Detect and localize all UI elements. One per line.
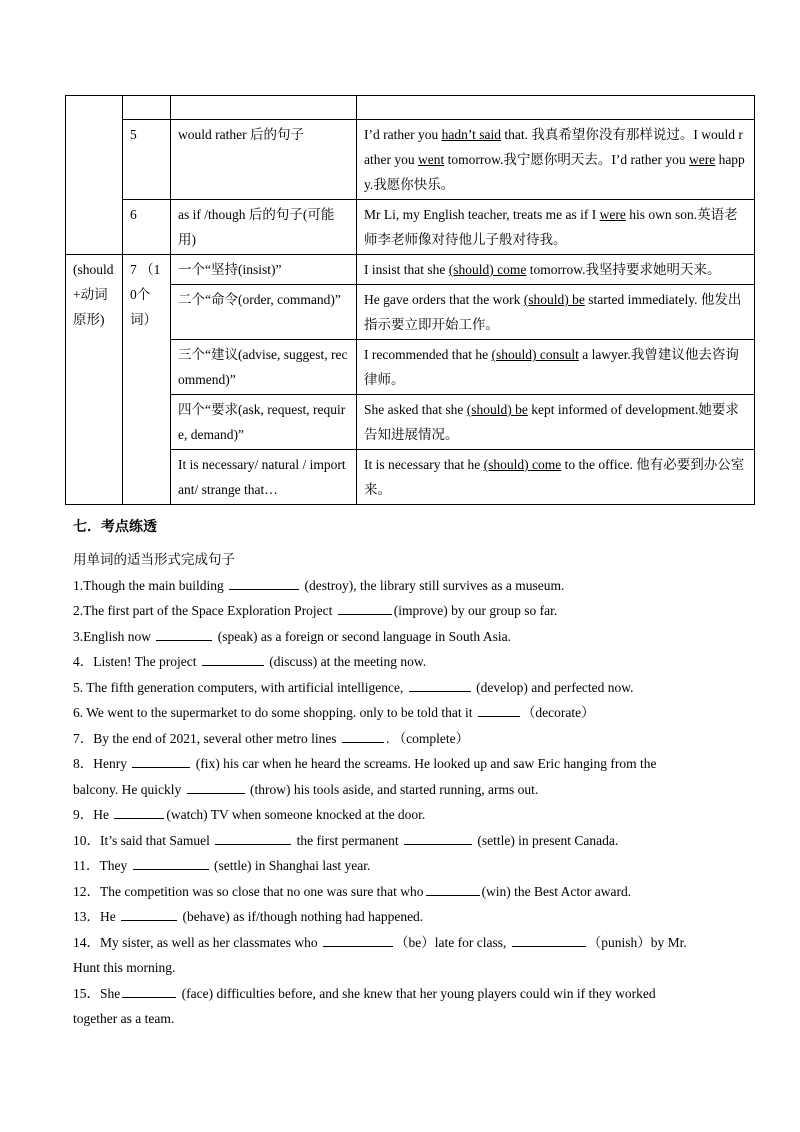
example-text: I insist that she — [364, 262, 449, 277]
exercise-text: 2.The first part of the Space Exploration Project — [73, 603, 336, 618]
answer-blank[interactable] — [478, 702, 520, 717]
answer-blank[interactable] — [409, 677, 471, 692]
example-text: started immediately. 他发出指示要立即开始工作。 — [364, 292, 742, 332]
table-cell-example — [357, 120, 755, 200]
table-cell-category — [66, 96, 123, 255]
exercise-text: (face) difficulties before, and she knew that her young players could win if they worked — [178, 985, 656, 1001]
exercise-text: (win) the Best Actor award. — [481, 883, 632, 899]
exercise-text: 12．The competition was so close that no one was sure that who — [73, 883, 424, 899]
table-cell-usage — [171, 96, 357, 120]
exercise-list — [73, 547, 713, 1032]
exercise-text: 4．Listen! The project — [73, 654, 200, 669]
answer-blank[interactable] — [512, 932, 586, 947]
underlined-answer: hadn’t said — [441, 127, 501, 142]
table-row — [66, 255, 755, 285]
exercise-text: 1.Though the main building — [73, 577, 228, 593]
table-cell-usage: would rather 后的句子 — [171, 120, 357, 200]
exercise-text: (improve) by our group so far. — [393, 603, 558, 618]
underlined-answer: (should) be — [523, 292, 585, 307]
exercise-text: 10．It’s said that Samuel — [73, 832, 214, 848]
exercise-text: (develop) and perfected now. — [472, 679, 634, 695]
exercise-line — [73, 624, 713, 650]
exercise-text: （decorate） — [521, 705, 595, 720]
exercise-text: (throw) his tools aside, and started running, arms out. — [246, 781, 539, 797]
example-text: to the office. 他有必要到办公室来。 — [364, 457, 745, 497]
table-row — [66, 96, 755, 120]
exercise-line — [73, 802, 713, 828]
table-cell-number: 5 — [123, 120, 171, 200]
answer-blank[interactable] — [426, 881, 480, 896]
table-cell-usage: 四个“要求(ask, request, require, demand)” — [171, 395, 357, 450]
exercise-text: 6. We went to the supermarket to do some shopping. only to be told that it — [73, 705, 476, 720]
underlined-answer: (should) be — [466, 402, 528, 417]
table-cell-category: (should +动词原形) — [66, 255, 123, 505]
exercise-lines — [73, 573, 713, 1032]
exercise-line — [73, 598, 713, 624]
answer-blank[interactable] — [122, 983, 176, 998]
example-text: a lawyer.我曾建议他去咨询律师。 — [364, 347, 739, 387]
exercise-text: Hunt this morning. — [73, 960, 176, 975]
example-text: his own son.英语老师李老师像对待他儿子般对待我。 — [364, 207, 738, 247]
exercise-line — [73, 904, 713, 930]
exercise-text: together as a team. — [73, 1011, 175, 1026]
table-cell-example — [357, 255, 755, 285]
exercise-text: 14．My sister, as well as her classmates who — [73, 934, 322, 950]
exercise-line — [73, 828, 713, 854]
exercise-text: (destroy), the library still survives as a museum. — [301, 577, 565, 593]
exercise-line — [73, 675, 713, 701]
exercise-line — [73, 1006, 713, 1032]
table-cell-example — [357, 450, 755, 505]
example-text: He gave orders that the work — [364, 292, 524, 307]
table-cell-example — [357, 340, 755, 395]
exercise-instruction: 用单词的适当形式完成句子 — [73, 552, 235, 567]
answer-blank[interactable] — [156, 626, 212, 641]
underlined-answer: (should) come — [448, 262, 527, 277]
exercise-line — [73, 726, 713, 752]
exercise-line — [73, 700, 713, 726]
answer-blank[interactable] — [323, 932, 393, 947]
example-text: that. 我真希望你没有那样说过。I would rather you — [364, 127, 743, 167]
exercise-text: (behave) as if/though nothing had happened. — [179, 909, 424, 924]
exercise-line — [73, 751, 713, 777]
answer-blank[interactable] — [133, 855, 209, 870]
table-cell-number: 6 — [123, 200, 171, 255]
exercise-text: (settle) in Shanghai last year. — [210, 858, 371, 873]
table-cell-example — [357, 285, 755, 340]
answer-blank[interactable] — [187, 779, 245, 794]
underlined-answer: were — [599, 207, 626, 222]
exercise-text: 9．He — [73, 807, 113, 822]
exercise-line — [73, 981, 713, 1007]
section-title: 七．考点练透 — [73, 520, 157, 535]
answer-blank[interactable] — [229, 575, 299, 590]
exercise-text: (settle) in present Canada. — [473, 832, 619, 848]
table-cell-example — [357, 395, 755, 450]
answer-blank[interactable] — [202, 651, 264, 666]
table-cell-example — [357, 200, 755, 255]
answer-blank[interactable] — [132, 753, 190, 768]
table-cell-usage: 二个“命令(order, command)” — [171, 285, 357, 340]
table-cell-example — [357, 96, 755, 120]
example-text: happy.我愿你快乐。 — [364, 152, 745, 192]
exercise-line — [73, 649, 713, 675]
example-text: tomorrow.我坚持要求她明天来。 — [526, 262, 721, 277]
grammar-table — [65, 95, 755, 505]
example-text: tomorrow.我宁愿你明天去。I’d rather you — [444, 152, 689, 167]
example-text: She asked that she — [364, 402, 467, 417]
answer-blank[interactable] — [342, 728, 384, 743]
example-text: It is necessary that he — [364, 457, 484, 472]
underlined-answer: were — [688, 152, 716, 167]
exercise-text: 3.English now — [73, 628, 155, 644]
exercise-text: (fix) his car when he heard the screams. He looked up and saw Eric hanging from the — [192, 756, 657, 771]
underlined-answer: (should) consult — [491, 347, 579, 362]
example-text: kept informed of development.她要求告知进展情况。 — [364, 402, 739, 442]
underlined-answer: (should) come — [483, 457, 562, 472]
exercise-text: (watch) TV when someone knocked at the door. — [166, 807, 426, 822]
exercise-line — [73, 573, 713, 599]
answer-blank[interactable] — [338, 600, 392, 615]
table-row — [66, 200, 755, 255]
underlined-answer: went — [417, 152, 445, 167]
table-cell-usage: as if /though 后的句子(可能用) — [171, 200, 357, 255]
example-text: Mr Li, my English teacher, treats me as if I — [364, 207, 600, 222]
exercise-text: (speak) as a foreign or second language in South Asia. — [214, 628, 511, 644]
table-cell-usage: 三个“建议(advise, suggest, recommend)” — [171, 340, 357, 395]
example-text: I’d rather you — [364, 127, 442, 142]
exercise-text: 8．Henry — [73, 756, 131, 771]
table-cell-usage: It is necessary/ natural / important/ strange that… — [171, 450, 357, 505]
exercise-line — [73, 853, 713, 879]
exercise-text: （punish）by Mr. — [587, 934, 687, 950]
exercise-text: 7．By the end of 2021, several other metro lines — [73, 730, 340, 746]
exercise-line — [73, 955, 713, 981]
table-cell-usage: 一个“坚持(insist)” — [171, 255, 357, 285]
table-cell-number: 7 （10个词） — [123, 255, 171, 505]
exercise-text: 5. The fifth generation computers, with artificial intelligence, — [73, 679, 407, 695]
example-text: I recommended that he — [364, 347, 492, 362]
exercise-text: 11．They — [73, 858, 131, 873]
answer-blank[interactable] — [404, 830, 472, 845]
table-cell-number — [123, 96, 171, 120]
answer-blank[interactable] — [114, 804, 164, 819]
exercise-text: (discuss) at the meeting now. — [265, 654, 427, 669]
exercise-text: . （complete） — [385, 730, 470, 746]
answer-blank[interactable] — [215, 830, 291, 845]
exercise-text: 13．He — [73, 909, 120, 924]
exercise-line — [73, 879, 713, 905]
exercise-line — [73, 930, 713, 956]
exercise-text: （be）late for class, — [395, 934, 510, 950]
table-row — [66, 120, 755, 200]
exercise-text: balcony. He quickly — [73, 781, 185, 797]
answer-blank[interactable] — [121, 906, 177, 921]
exercise-text: 15．She — [73, 985, 121, 1001]
exercise-line — [73, 777, 713, 803]
exercise-text: the first permanent — [293, 832, 402, 848]
